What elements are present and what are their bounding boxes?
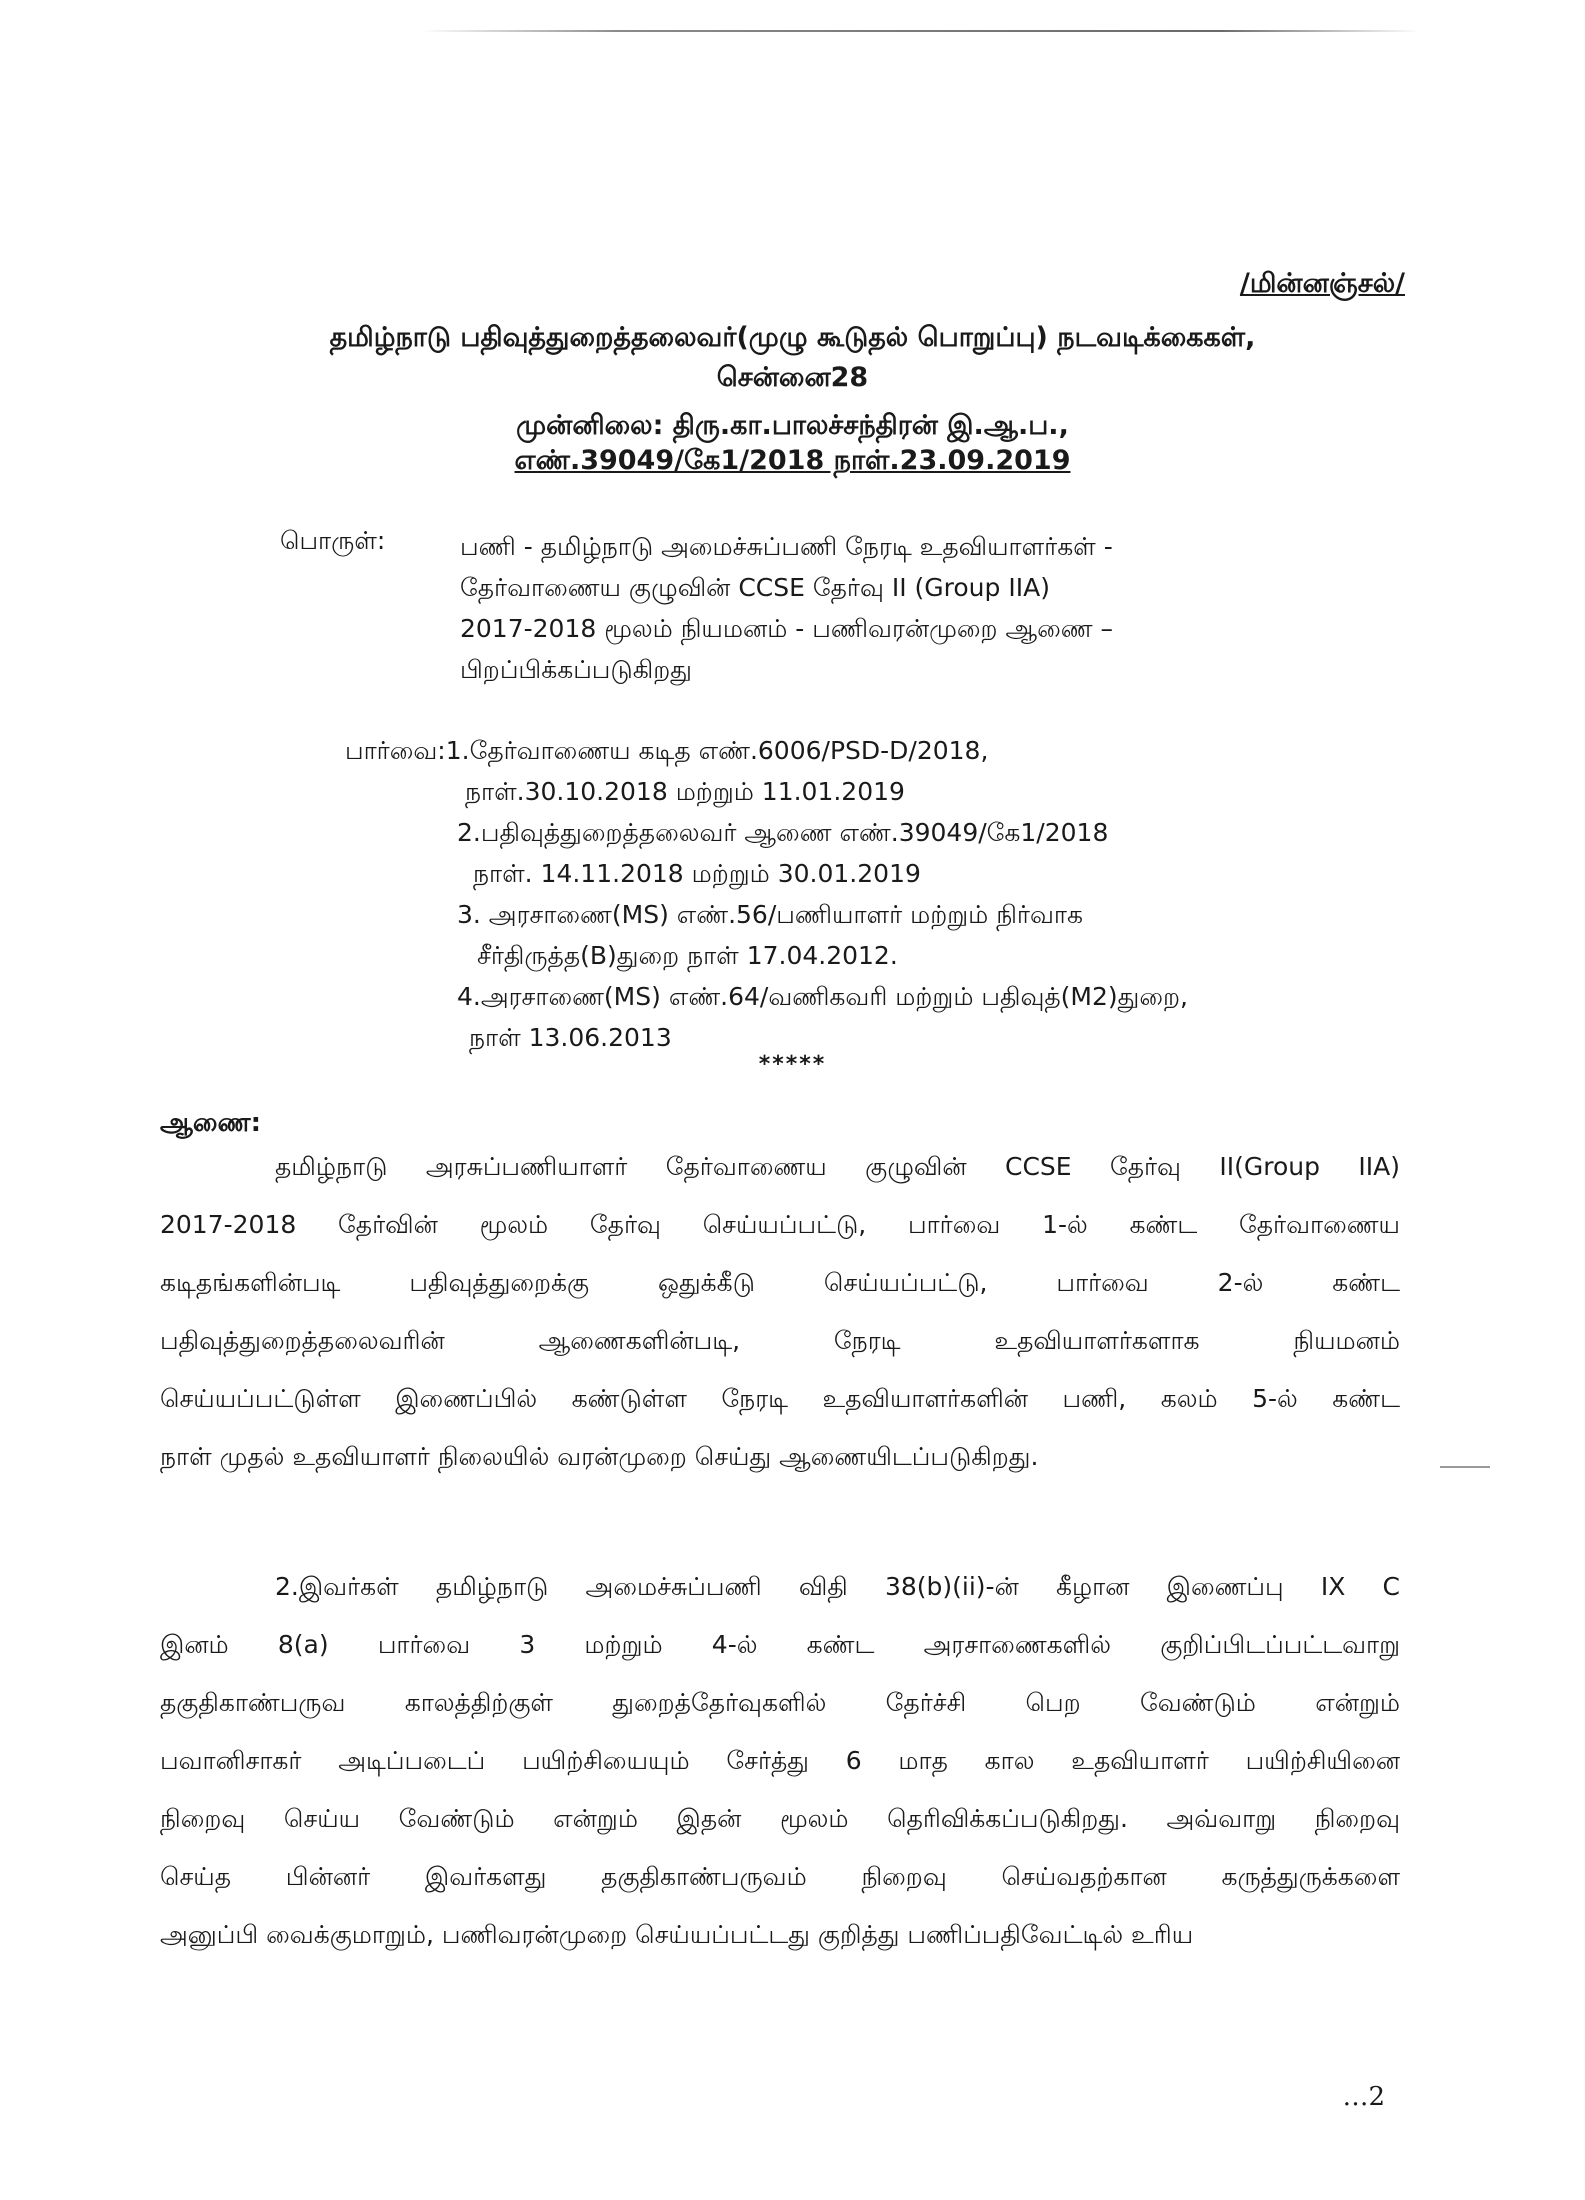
paragraph-line: 2017-2018 தேர்வின் மூலம் தேர்வு செய்யப்பட்டு, பார்வை 1-ல் கண்ட தேர்வாணைய xyxy=(160,1210,1400,1239)
reference-line: நாள்.30.10.2018 மற்றும் 11.01.2019 xyxy=(465,777,905,806)
reference-line xyxy=(345,730,1445,771)
paragraph-line: தமிழ்நாடு அரசுப்பணியாளர் தேர்வாணைய குழுவின் CCSE தேர்வு II(Group IIA) xyxy=(275,1152,1400,1181)
paragraph-line: கடிதங்களின்படி பதிவுத்துறைக்கு ஒதுக்கீடு செய்யப்பட்டு, பார்வை 2-ல் கண்ட xyxy=(160,1268,1400,1297)
paragraph-line: இனம் 8(a) பார்வை 3 மற்றும் 4-ல் கண்ட அரசாணைகளில் குறிப்பிடப்பட்டவாறு xyxy=(160,1630,1400,1659)
paragraph-line: நிறைவு செய்ய வேண்டும் என்றும் இதன் மூலம் தெரிவிக்கப்படுகிறது. அவ்வாறு நிறைவு xyxy=(160,1804,1400,1833)
presiding-officer: முன்னிலை: திரு.கா.பாலச்சந்திரன் இ.ஆ.ப., xyxy=(516,410,1069,441)
email-tag: /மின்னஞ்சல்/ xyxy=(1239,268,1405,299)
reference-line: நாள். 14.11.2018 மற்றும் 30.01.2019 xyxy=(473,859,921,888)
reference-line: 4.அரசாணை(MS) எண்.64/வணிகவரி மற்றும் பதிவுத்(M2)துறை, xyxy=(457,982,1188,1011)
references-label: பார்வை: xyxy=(345,736,446,765)
paragraph-line: தகுதிகாண்பருவ காலத்திற்குள் துறைத்தேர்வுகளில் தேர்ச்சி பெற வேண்டும் என்றும் xyxy=(160,1688,1400,1717)
reference-line: 2.பதிவுத்துறைத்தலைவர் ஆணை எண்.39049/கே1/2018 xyxy=(457,818,1109,847)
paragraph-line: செய்த பின்னர் இவர்களது தகுதிகாண்பருவம் நிறைவு செய்வதற்கான கருத்துருக்களை xyxy=(160,1862,1400,1891)
reference-item: 1.தேர்வாணைய கடித எண்.6006/PSD-D/2018, xyxy=(445,736,989,765)
order-paragraph-1 xyxy=(160,1138,1400,1486)
subject-line: 2017-2018 மூலம் நியமனம் - பணிவரன்முறை ஆணை – xyxy=(460,614,1114,643)
subject-line: பணி - தமிழ்நாடு அமைச்சுப்பணி நேரடி உதவியாளர்கள் - xyxy=(460,532,1113,561)
subject-text xyxy=(460,526,1360,690)
paragraph-line: செய்யப்பட்டுள்ள இணைப்பில் கண்டுள்ள நேரடி உதவியாளர்களின் பணி, கலம் 5-ல் கண்ட xyxy=(160,1384,1400,1413)
scan-mark xyxy=(1440,1466,1490,1468)
office-title: தமிழ்நாடு பதிவுத்துறைத்தலைவர்(முழு கூடுதல் பொறுப்பு) நடவடிக்கைகள், xyxy=(329,322,1256,353)
reference-number: எண்.39049/கே1/2018 நாள்.23.09.2019 xyxy=(514,445,1071,476)
paragraph-line: நாள் முதல் உதவியாளர் நிலையில் வரன்முறை செய்து ஆணையிடப்படுகிறது. xyxy=(160,1442,1039,1471)
order-heading: ஆணை: xyxy=(160,1108,261,1138)
paragraph-line: 2.இவர்கள் தமிழ்நாடு அமைச்சுப்பணி விதி 38(b)(ii)-ன் கீழான இணைப்பு IX C xyxy=(275,1572,1400,1601)
subject-label: பொருள்: xyxy=(280,526,386,555)
order-paragraph-2 xyxy=(160,1558,1400,1964)
reference-list xyxy=(345,730,1445,1058)
subject-line: தேர்வாணைய குழுவின் CCSE தேர்வு II (Group IIA) xyxy=(460,573,1050,602)
office-city: சென்னை28 xyxy=(716,362,869,393)
paragraph-line: பவானிசாகர் அடிப்படைப் பயிற்சியையும் சேர்த்து 6 மாத கால உதவியாளர் பயிற்சியினை xyxy=(160,1746,1400,1775)
paragraph-line: பதிவுத்துறைத்தலைவரின் ஆணைகளின்படி, நேரடி உதவியாளர்களாக நியமனம் xyxy=(160,1326,1400,1355)
paragraph-line: அனுப்பி வைக்குமாறும், பணிவரன்முறை செய்யப்பட்டது குறித்து பணிப்பதிவேட்டில் உரிய xyxy=(160,1920,1194,1949)
reference-line: 3. அரசாணை(MS) எண்.56/பணியாளர் மற்றும் நிர்வாக xyxy=(457,900,1083,929)
separator-stars: ***** xyxy=(758,1052,827,1077)
subject-line: பிறப்பிக்கப்படுகிறது xyxy=(460,655,692,684)
page-continuation: …2 xyxy=(1342,2082,1385,2112)
scan-edge-line xyxy=(420,30,1420,32)
reference-line: நாள் 13.06.2013 xyxy=(469,1023,672,1052)
reference-line: சீர்திருத்த(B)துறை நாள் 17.04.2012. xyxy=(477,941,898,970)
